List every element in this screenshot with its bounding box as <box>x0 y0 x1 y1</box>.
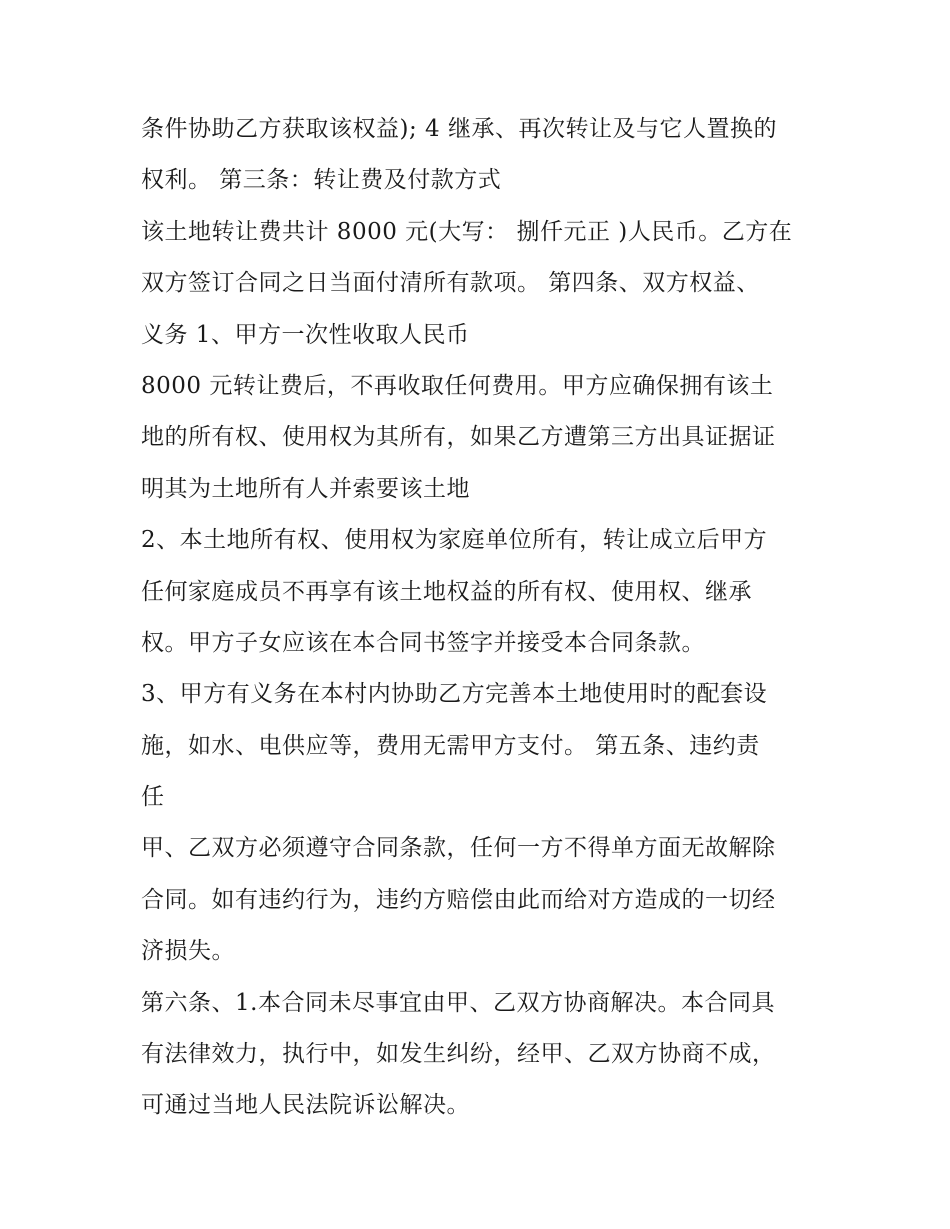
text-line: 任 <box>141 784 165 811</box>
text-line: 条件协助乙方获取该权益); 4 继承、再次转让及与它人置换的 <box>141 116 777 142</box>
text-line: 义务 1、甲方一次性收取人民币 <box>141 321 470 348</box>
text-line: 第六条、1.本合同未尽事宜由甲、乙双方协商解决。本合同具 <box>141 989 775 1016</box>
text-line: 8000 元转让费后，不再收取任何费用。甲方应确保拥有该土 <box>141 372 774 399</box>
text-line: 2、本土地所有权、使用权为家庭单位所有，转让成立后甲方 <box>141 527 768 554</box>
text-line: 该土地转让费共计 8000 元(大写： 捌仟元正 )人民币。乙方在 <box>141 218 793 245</box>
text-line: 3、甲方有义务在本村内协助乙方完善本土地使用时的配套设 <box>141 681 768 708</box>
text-line: 明其为土地所有人并索要该土地 <box>141 475 470 502</box>
text-line: 有法律效力，执行中，如发生纠纷，经甲、乙双方协商不成， <box>141 1041 776 1068</box>
text-line: 权。甲方子女应该在本合同书签字并接受本合同条款。 <box>141 629 705 656</box>
text-line: 合同。如有违约行为，违约方赔偿由此而给对方造成的一切经 <box>141 886 776 913</box>
text-line: 地的所有权、使用权为其所有，如果乙方遭第三方出具证据证 <box>141 424 776 451</box>
text-line: 双方签订合同之日当面付清所有款项。 第四条、双方权益、 <box>141 270 760 297</box>
text-line: 任何家庭成员不再享有该土地权益的所有权、使用权、继承 <box>141 578 752 605</box>
contract-text <box>141 106 841 1134</box>
text-line: 甲、乙双方必须遵守合同条款，任何一方不得单方面无故解除 <box>141 835 776 862</box>
text-line: 施，如水、电供应等，费用无需甲方支付。 第五条、违约责 <box>141 732 760 759</box>
text-line: 济损失。 <box>141 938 235 965</box>
text-line: 可通过当地人民法院诉讼解决。 <box>141 1092 470 1119</box>
text-line: 权利。 第三条：转让费及付款方式 <box>141 167 502 194</box>
